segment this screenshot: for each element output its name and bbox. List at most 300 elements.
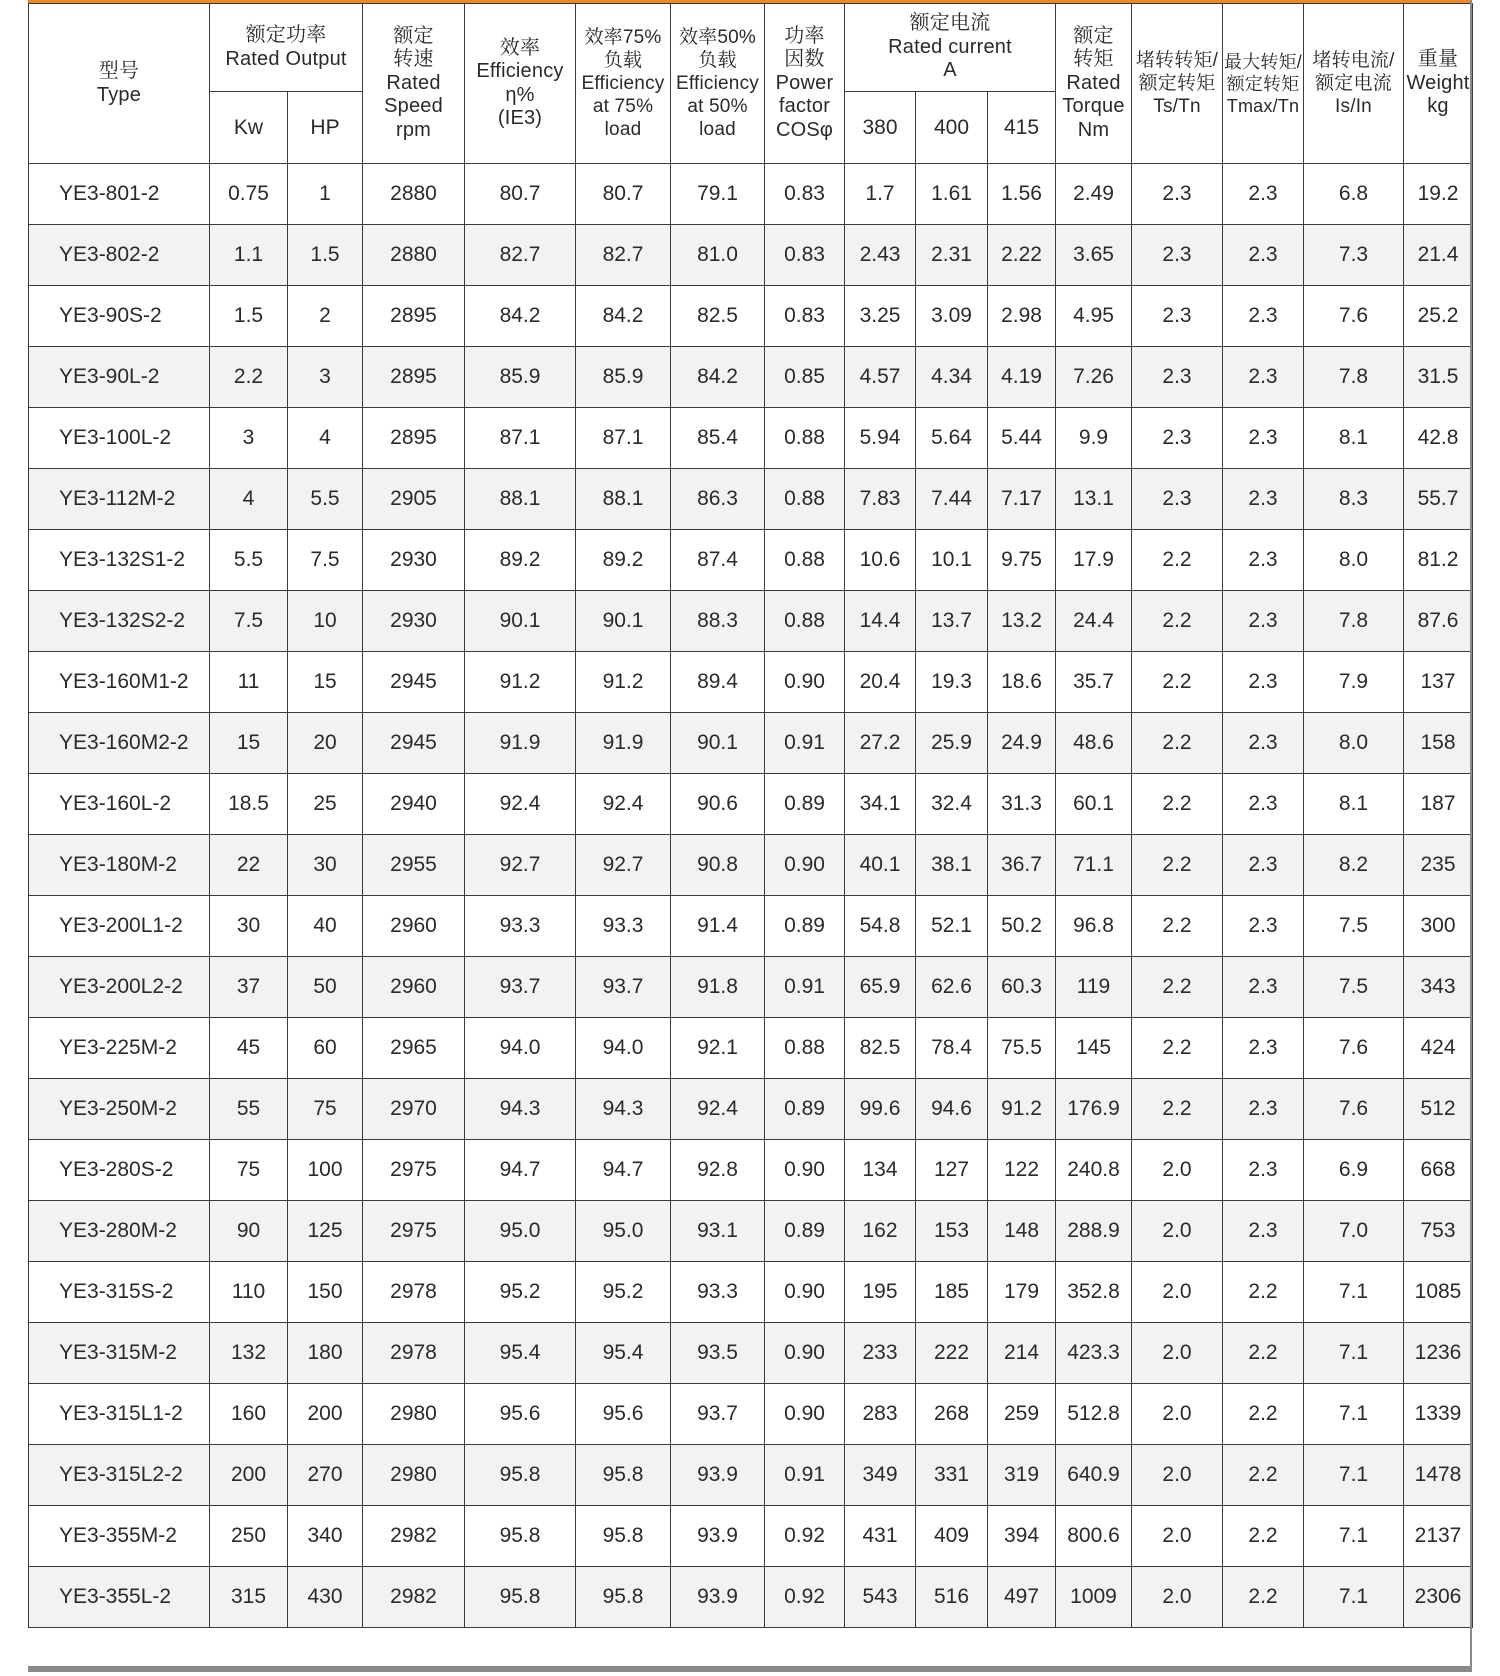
cell-current-380: 5.94 (845, 408, 916, 469)
cell-ts-tn: 2.3 (1132, 469, 1223, 530)
cell-current-400: 2.31 (916, 225, 988, 286)
cell-weight: 343 (1404, 957, 1473, 1018)
motor-spec-table (28, 3, 1473, 1628)
cell-torque: 35.7 (1056, 652, 1132, 713)
cell-tmax-tn: 2.3 (1223, 652, 1304, 713)
cell-kw: 5.5 (210, 530, 288, 591)
cell-speed: 2978 (363, 1262, 465, 1323)
cell-kw: 132 (210, 1323, 288, 1384)
cell-eff75: 87.1 (576, 408, 671, 469)
cell-torque: 9.9 (1056, 408, 1132, 469)
cell-tmax-tn: 2.3 (1223, 347, 1304, 408)
cell-current-380: 349 (845, 1445, 916, 1506)
cell-speed: 2905 (363, 469, 465, 530)
cell-hp: 3 (288, 347, 363, 408)
cell-current-380: 82.5 (845, 1018, 916, 1079)
cell-speed: 2980 (363, 1445, 465, 1506)
cell-hp: 15 (288, 652, 363, 713)
cell-current-400: 268 (916, 1384, 988, 1445)
cell-efficiency: 95.2 (465, 1262, 576, 1323)
cell-speed: 2895 (363, 286, 465, 347)
table-row (29, 1262, 1473, 1323)
cell-is-in: 8.3 (1304, 469, 1404, 530)
cell-eff75: 88.1 (576, 469, 671, 530)
cell-type: YE3-225M-2 (29, 1018, 210, 1079)
cell-hp: 30 (288, 835, 363, 896)
cell-current-400: 25.9 (916, 713, 988, 774)
cell-current-400: 52.1 (916, 896, 988, 957)
cell-ts-tn: 2.2 (1132, 591, 1223, 652)
cell-efficiency: 95.8 (465, 1506, 576, 1567)
header-row-1 (29, 4, 1473, 92)
cell-tmax-tn: 2.3 (1223, 225, 1304, 286)
cell-current-380: 543 (845, 1567, 916, 1628)
cell-kw: 315 (210, 1567, 288, 1628)
cell-current-380: 54.8 (845, 896, 916, 957)
cell-ts-tn: 2.2 (1132, 835, 1223, 896)
cell-speed: 2895 (363, 347, 465, 408)
cell-torque: 288.9 (1056, 1201, 1132, 1262)
cell-speed: 2970 (363, 1079, 465, 1140)
cell-eff50: 92.4 (671, 1079, 765, 1140)
cell-current-415: 497 (988, 1567, 1056, 1628)
col-380-header: 380 (845, 92, 916, 164)
cell-power-factor: 0.90 (765, 652, 845, 713)
cell-torque: 24.4 (1056, 591, 1132, 652)
cell-kw: 200 (210, 1445, 288, 1506)
cell-power-factor: 0.90 (765, 835, 845, 896)
table-row (29, 835, 1473, 896)
col-type-header: 型号 Type (29, 4, 210, 164)
cell-torque: 119 (1056, 957, 1132, 1018)
cell-current-415: 9.75 (988, 530, 1056, 591)
cell-current-415: 259 (988, 1384, 1056, 1445)
cell-weight: 2306 (1404, 1567, 1473, 1628)
table-row (29, 1079, 1473, 1140)
cell-ts-tn: 2.2 (1132, 896, 1223, 957)
cell-eff75: 89.2 (576, 530, 671, 591)
col-eff50-header: 效率50% 负载 Efficiency at 50% load (671, 4, 765, 164)
cell-type: YE3-180M-2 (29, 835, 210, 896)
cell-hp: 10 (288, 591, 363, 652)
table-row (29, 1018, 1473, 1079)
cell-kw: 90 (210, 1201, 288, 1262)
cell-weight: 31.5 (1404, 347, 1473, 408)
cell-ts-tn: 2.0 (1132, 1323, 1223, 1384)
cell-eff50: 84.2 (671, 347, 765, 408)
col-eff75-header: 效率75% 负载 Efficiency at 75% load (576, 4, 671, 164)
cell-eff75: 95.8 (576, 1445, 671, 1506)
cell-weight: 25.2 (1404, 286, 1473, 347)
cell-eff50: 93.1 (671, 1201, 765, 1262)
cell-is-in: 8.1 (1304, 774, 1404, 835)
cell-efficiency: 95.6 (465, 1384, 576, 1445)
cell-current-415: 4.19 (988, 347, 1056, 408)
cell-speed: 2895 (363, 408, 465, 469)
cell-current-400: 78.4 (916, 1018, 988, 1079)
cell-is-in: 8.0 (1304, 713, 1404, 774)
cell-current-400: 94.6 (916, 1079, 988, 1140)
cell-type: YE3-100L-2 (29, 408, 210, 469)
cell-speed: 2978 (363, 1323, 465, 1384)
cell-is-in: 7.8 (1304, 591, 1404, 652)
table-row (29, 408, 1473, 469)
cell-is-in: 7.6 (1304, 1079, 1404, 1140)
cell-current-415: 2.98 (988, 286, 1056, 347)
cell-efficiency: 87.1 (465, 408, 576, 469)
cell-hp: 20 (288, 713, 363, 774)
cell-current-380: 20.4 (845, 652, 916, 713)
cell-efficiency: 88.1 (465, 469, 576, 530)
cell-kw: 22 (210, 835, 288, 896)
cell-eff75: 94.3 (576, 1079, 671, 1140)
cell-is-in: 7.5 (1304, 896, 1404, 957)
table-row (29, 347, 1473, 408)
cell-weight: 1478 (1404, 1445, 1473, 1506)
cell-tmax-tn: 2.3 (1223, 591, 1304, 652)
cell-current-400: 409 (916, 1506, 988, 1567)
cell-ts-tn: 2.2 (1132, 530, 1223, 591)
cell-tmax-tn: 2.3 (1223, 408, 1304, 469)
cell-is-in: 8.0 (1304, 530, 1404, 591)
table-row (29, 1140, 1473, 1201)
cell-power-factor: 0.92 (765, 1567, 845, 1628)
cell-efficiency: 84.2 (465, 286, 576, 347)
cell-current-380: 4.57 (845, 347, 916, 408)
cell-eff75: 84.2 (576, 286, 671, 347)
cell-current-415: 13.2 (988, 591, 1056, 652)
table-row (29, 896, 1473, 957)
cell-power-factor: 0.91 (765, 1445, 845, 1506)
cell-efficiency: 90.1 (465, 591, 576, 652)
cell-weight: 19.2 (1404, 164, 1473, 225)
cell-current-380: 1.7 (845, 164, 916, 225)
cell-type: YE3-315S-2 (29, 1262, 210, 1323)
cell-power-factor: 0.90 (765, 1140, 845, 1201)
cell-is-in: 7.6 (1304, 1018, 1404, 1079)
cell-is-in: 7.9 (1304, 652, 1404, 713)
cell-eff50: 90.6 (671, 774, 765, 835)
cell-kw: 4 (210, 469, 288, 530)
table-row (29, 1201, 1473, 1262)
cell-torque: 96.8 (1056, 896, 1132, 957)
cell-hp: 7.5 (288, 530, 363, 591)
cell-ts-tn: 2.3 (1132, 225, 1223, 286)
cell-hp: 1 (288, 164, 363, 225)
cell-hp: 2 (288, 286, 363, 347)
cell-current-415: 1.56 (988, 164, 1056, 225)
cell-is-in: 7.6 (1304, 286, 1404, 347)
cell-eff50: 90.1 (671, 713, 765, 774)
cell-tmax-tn: 2.2 (1223, 1567, 1304, 1628)
cell-ts-tn: 2.0 (1132, 1384, 1223, 1445)
cell-current-415: 31.3 (988, 774, 1056, 835)
cell-current-415: 5.44 (988, 408, 1056, 469)
cell-torque: 640.9 (1056, 1445, 1132, 1506)
cell-is-in: 7.0 (1304, 1201, 1404, 1262)
cell-kw: 30 (210, 896, 288, 957)
cell-eff50: 89.4 (671, 652, 765, 713)
cell-ts-tn: 2.3 (1132, 408, 1223, 469)
cell-power-factor: 0.88 (765, 408, 845, 469)
cell-current-400: 1.61 (916, 164, 988, 225)
cell-ts-tn: 2.0 (1132, 1262, 1223, 1323)
cell-kw: 75 (210, 1140, 288, 1201)
table-row (29, 1567, 1473, 1628)
cell-current-400: 7.44 (916, 469, 988, 530)
cell-ts-tn: 2.2 (1132, 1018, 1223, 1079)
cell-type: YE3-315M-2 (29, 1323, 210, 1384)
cell-speed: 2945 (363, 652, 465, 713)
cell-tmax-tn: 2.2 (1223, 1445, 1304, 1506)
cell-type: YE3-132S1-2 (29, 530, 210, 591)
cell-tmax-tn: 2.3 (1223, 530, 1304, 591)
cell-speed: 2930 (363, 530, 465, 591)
cell-tmax-tn: 2.3 (1223, 1079, 1304, 1140)
cell-current-380: 3.25 (845, 286, 916, 347)
cell-tmax-tn: 2.2 (1223, 1384, 1304, 1445)
cell-hp: 4 (288, 408, 363, 469)
cell-eff50: 82.5 (671, 286, 765, 347)
cell-current-400: 127 (916, 1140, 988, 1201)
cell-current-380: 10.6 (845, 530, 916, 591)
cell-tmax-tn: 2.3 (1223, 469, 1304, 530)
col-weight-header: 重量 Weight kg (1404, 4, 1473, 164)
cell-eff50: 91.8 (671, 957, 765, 1018)
cell-eff75: 82.7 (576, 225, 671, 286)
cell-eff50: 85.4 (671, 408, 765, 469)
cell-ts-tn: 2.0 (1132, 1445, 1223, 1506)
cell-current-400: 38.1 (916, 835, 988, 896)
cell-tmax-tn: 2.3 (1223, 957, 1304, 1018)
cell-torque: 423.3 (1056, 1323, 1132, 1384)
cell-speed: 2980 (363, 1384, 465, 1445)
cell-current-380: 40.1 (845, 835, 916, 896)
bottom-bar (28, 1666, 1472, 1672)
cell-power-factor: 0.92 (765, 1506, 845, 1567)
cell-eff50: 93.7 (671, 1384, 765, 1445)
cell-speed: 2965 (363, 1018, 465, 1079)
cell-is-in: 7.5 (1304, 957, 1404, 1018)
table-row (29, 286, 1473, 347)
cell-power-factor: 0.88 (765, 1018, 845, 1079)
col-rated-output-header: 额定功率 Rated Output (210, 4, 363, 92)
cell-weight: 55.7 (1404, 469, 1473, 530)
cell-efficiency: 94.0 (465, 1018, 576, 1079)
cell-ts-tn: 2.3 (1132, 347, 1223, 408)
cell-current-400: 5.64 (916, 408, 988, 469)
cell-speed: 2880 (363, 225, 465, 286)
cell-tmax-tn: 2.3 (1223, 1201, 1304, 1262)
cell-current-400: 13.7 (916, 591, 988, 652)
cell-power-factor: 0.89 (765, 1079, 845, 1140)
cell-kw: 2.2 (210, 347, 288, 408)
cell-current-400: 153 (916, 1201, 988, 1262)
cell-hp: 270 (288, 1445, 363, 1506)
table-row (29, 225, 1473, 286)
cell-eff50: 91.4 (671, 896, 765, 957)
cell-weight: 42.8 (1404, 408, 1473, 469)
cell-type: YE3-200L2-2 (29, 957, 210, 1018)
cell-current-380: 162 (845, 1201, 916, 1262)
cell-hp: 1.5 (288, 225, 363, 286)
cell-kw: 37 (210, 957, 288, 1018)
cell-hp: 25 (288, 774, 363, 835)
cell-eff75: 95.2 (576, 1262, 671, 1323)
cell-weight: 668 (1404, 1140, 1473, 1201)
cell-kw: 15 (210, 713, 288, 774)
cell-type: YE3-250M-2 (29, 1079, 210, 1140)
cell-hp: 100 (288, 1140, 363, 1201)
cell-kw: 3 (210, 408, 288, 469)
cell-efficiency: 93.3 (465, 896, 576, 957)
cell-eff75: 90.1 (576, 591, 671, 652)
table-row (29, 591, 1473, 652)
cell-is-in: 6.9 (1304, 1140, 1404, 1201)
cell-speed: 2960 (363, 957, 465, 1018)
col-speed-header: 额定 转速 Rated Speed rpm (363, 4, 465, 164)
cell-torque: 176.9 (1056, 1079, 1132, 1140)
col-rated-current-header: 额定电流 Rated current A (845, 4, 1056, 92)
cell-eff75: 92.4 (576, 774, 671, 835)
cell-current-380: 65.9 (845, 957, 916, 1018)
cell-type: YE3-355M-2 (29, 1506, 210, 1567)
cell-power-factor: 0.89 (765, 896, 845, 957)
cell-hp: 200 (288, 1384, 363, 1445)
cell-efficiency: 89.2 (465, 530, 576, 591)
cell-efficiency: 92.4 (465, 774, 576, 835)
cell-torque: 13.1 (1056, 469, 1132, 530)
table-row (29, 774, 1473, 835)
cell-is-in: 7.3 (1304, 225, 1404, 286)
cell-torque: 17.9 (1056, 530, 1132, 591)
cell-eff50: 93.9 (671, 1445, 765, 1506)
cell-efficiency: 94.7 (465, 1140, 576, 1201)
col-415-header: 415 (988, 92, 1056, 164)
cell-weight: 21.4 (1404, 225, 1473, 286)
cell-torque: 352.8 (1056, 1262, 1132, 1323)
table-body (29, 164, 1473, 1628)
cell-weight: 87.6 (1404, 591, 1473, 652)
cell-speed: 2975 (363, 1140, 465, 1201)
cell-current-415: 18.6 (988, 652, 1056, 713)
cell-efficiency: 92.7 (465, 835, 576, 896)
cell-kw: 55 (210, 1079, 288, 1140)
cell-speed: 2982 (363, 1567, 465, 1628)
cell-tmax-tn: 2.3 (1223, 835, 1304, 896)
cell-current-415: 75.5 (988, 1018, 1056, 1079)
cell-power-factor: 0.83 (765, 164, 845, 225)
cell-eff50: 93.9 (671, 1506, 765, 1567)
cell-kw: 1.1 (210, 225, 288, 286)
cell-kw: 0.75 (210, 164, 288, 225)
cell-speed: 2960 (363, 896, 465, 957)
col-400-header: 400 (916, 92, 988, 164)
cell-weight: 1339 (1404, 1384, 1473, 1445)
col-power-factor-header: 功率 因数 Power factor COSφ (765, 4, 845, 164)
cell-eff50: 86.3 (671, 469, 765, 530)
table-row (29, 957, 1473, 1018)
cell-current-400: 32.4 (916, 774, 988, 835)
cell-eff75: 93.7 (576, 957, 671, 1018)
cell-efficiency: 95.8 (465, 1445, 576, 1506)
cell-efficiency: 95.8 (465, 1567, 576, 1628)
cell-eff50: 87.4 (671, 530, 765, 591)
cell-torque: 2.49 (1056, 164, 1132, 225)
cell-ts-tn: 2.2 (1132, 1079, 1223, 1140)
cell-power-factor: 0.91 (765, 713, 845, 774)
cell-weight: 235 (1404, 835, 1473, 896)
cell-weight: 137 (1404, 652, 1473, 713)
table-row (29, 1384, 1473, 1445)
cell-current-415: 91.2 (988, 1079, 1056, 1140)
cell-type: YE3-801-2 (29, 164, 210, 225)
table-row (29, 652, 1473, 713)
cell-tmax-tn: 2.2 (1223, 1506, 1304, 1567)
cell-current-380: 2.43 (845, 225, 916, 286)
cell-is-in: 7.1 (1304, 1262, 1404, 1323)
cell-current-415: 36.7 (988, 835, 1056, 896)
cell-eff50: 92.8 (671, 1140, 765, 1201)
cell-current-415: 122 (988, 1140, 1056, 1201)
cell-eff75: 80.7 (576, 164, 671, 225)
cell-speed: 2955 (363, 835, 465, 896)
cell-current-400: 3.09 (916, 286, 988, 347)
cell-power-factor: 0.90 (765, 1262, 845, 1323)
cell-eff50: 79.1 (671, 164, 765, 225)
table-row (29, 1445, 1473, 1506)
cell-power-factor: 0.90 (765, 1384, 845, 1445)
cell-hp: 40 (288, 896, 363, 957)
cell-ts-tn: 2.0 (1132, 1140, 1223, 1201)
cell-power-factor: 0.89 (765, 774, 845, 835)
cell-current-415: 60.3 (988, 957, 1056, 1018)
cell-ts-tn: 2.2 (1132, 652, 1223, 713)
cell-type: YE3-90S-2 (29, 286, 210, 347)
cell-efficiency: 82.7 (465, 225, 576, 286)
cell-ts-tn: 2.0 (1132, 1506, 1223, 1567)
cell-weight: 1085 (1404, 1262, 1473, 1323)
cell-current-380: 283 (845, 1384, 916, 1445)
col-ts-tn-header: 堵转转矩/ 额定转矩 Ts/Tn (1132, 4, 1223, 164)
cell-type: YE3-160L-2 (29, 774, 210, 835)
cell-is-in: 8.1 (1304, 408, 1404, 469)
cell-power-factor: 0.91 (765, 957, 845, 1018)
cell-type: YE3-160M2-2 (29, 713, 210, 774)
cell-tmax-tn: 2.3 (1223, 1018, 1304, 1079)
cell-torque: 4.95 (1056, 286, 1132, 347)
col-efficiency-header: 效率 Efficiency η% (IE3) (465, 4, 576, 164)
cell-is-in: 7.1 (1304, 1567, 1404, 1628)
cell-hp: 75 (288, 1079, 363, 1140)
cell-tmax-tn: 2.3 (1223, 896, 1304, 957)
cell-torque: 145 (1056, 1018, 1132, 1079)
cell-is-in: 7.1 (1304, 1384, 1404, 1445)
cell-current-400: 222 (916, 1323, 988, 1384)
cell-kw: 18.5 (210, 774, 288, 835)
cell-type: YE3-315L2-2 (29, 1445, 210, 1506)
cell-hp: 125 (288, 1201, 363, 1262)
cell-power-factor: 0.88 (765, 591, 845, 652)
cell-current-415: 394 (988, 1506, 1056, 1567)
cell-efficiency: 91.9 (465, 713, 576, 774)
cell-speed: 2945 (363, 713, 465, 774)
cell-current-415: 7.17 (988, 469, 1056, 530)
cell-efficiency: 85.9 (465, 347, 576, 408)
cell-efficiency: 80.7 (465, 164, 576, 225)
cell-tmax-tn: 2.3 (1223, 713, 1304, 774)
cell-hp: 5.5 (288, 469, 363, 530)
